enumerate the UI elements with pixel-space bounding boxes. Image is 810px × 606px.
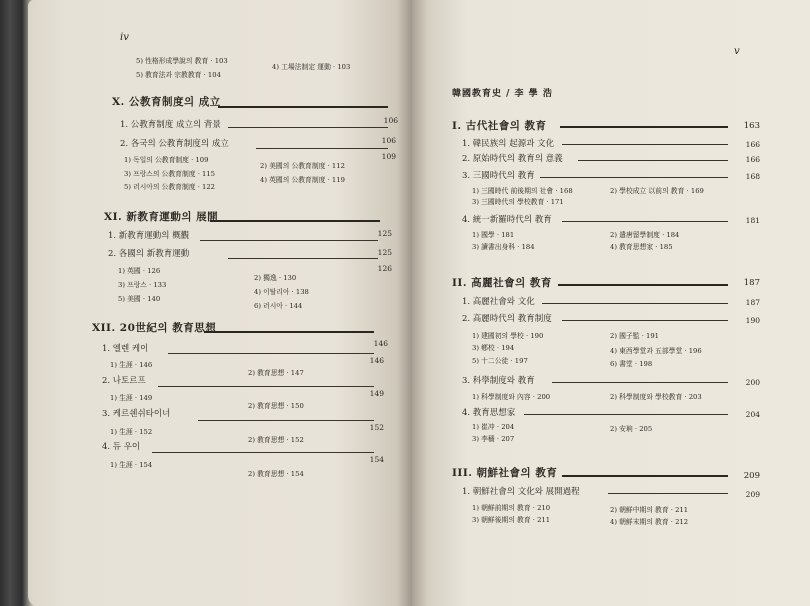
page-ref: 166 (745, 155, 760, 164)
page-ref: 187 (743, 278, 760, 288)
page-number-left: iv (120, 32, 129, 43)
leader-line (560, 126, 728, 128)
page-ref: 154 (369, 455, 384, 464)
toc-sub: 2) 科學制度와 學校教育 · 203 (610, 393, 702, 401)
leader-line (542, 303, 728, 304)
toc-section: 2. 各國의 新教育運動 (108, 249, 190, 259)
toc-section: 1. 엘렌 케이 (102, 344, 149, 354)
right-page (412, 0, 810, 606)
leader-line (524, 414, 728, 415)
leader-line (204, 331, 374, 333)
page-number-right: v (734, 46, 740, 57)
toc-section: 1. 韓民族의 起源과 文化 (462, 139, 555, 149)
page-ref: 149 (369, 389, 384, 398)
page-ref: 146 (373, 339, 388, 348)
toc-sub: 4) 朝鮮末期의 教育 · 212 (610, 518, 689, 526)
toc-section: 3. 科學制度와 教育 (462, 376, 535, 386)
chapter-title: XI. 新教育運動의 展開 (104, 211, 219, 223)
leader-line (228, 127, 388, 128)
running-head: 韓國教育史 / 李 學 浩 (452, 89, 553, 99)
toc-sub: 3) 讀書出身科 · 184 (472, 243, 535, 251)
left-page (28, 0, 412, 606)
page-ref: 200 (745, 378, 760, 387)
toc-sub: 2) 教育思想 · 152 (248, 436, 304, 444)
leader-line (152, 452, 374, 453)
leader-line (562, 320, 728, 321)
toc-sub: 1) 生涯 · 154 (110, 461, 153, 469)
toc-sub: 5) 美國 · 140 (118, 295, 161, 303)
toc-sub: 2) 獨逸 · 130 (254, 274, 297, 282)
toc-sub: 2) 安珦 · 205 (610, 425, 653, 433)
leader-line (578, 160, 728, 161)
page-ref: 152 (369, 423, 384, 432)
page-ref: 125 (377, 229, 392, 238)
leader-line (558, 284, 728, 286)
toc-sub: 3) 프랑스의 公教育制度 · 115 (124, 170, 215, 178)
leader-line (158, 386, 374, 387)
page-ref: 106 (383, 116, 398, 125)
toc-section: 3. 三國時代의 教育 (462, 171, 535, 181)
chapter-title: X. 公教育制度의 成立 (112, 96, 221, 108)
toc-sub: 2) 國子監 · 191 (610, 332, 659, 340)
leader-line (540, 177, 728, 178)
page-ref: 168 (745, 172, 760, 181)
toc-section: 1. 新教育運動의 概觀 (108, 231, 190, 241)
leader-line (200, 240, 378, 241)
page-ref: 163 (743, 121, 760, 131)
toc-sub: 1) 朝鮮前期의 教育 · 210 (472, 504, 551, 512)
toc-sub: 4) 이탈리아 · 138 (254, 288, 309, 296)
page-ref: 109 (381, 152, 396, 161)
toc-sub: 2) 教育思想 · 147 (248, 369, 304, 377)
toc-section: 3. 케르쉔쉬타이너 (102, 409, 171, 419)
chapter-title: XII. 20世紀의 教育思想 (92, 322, 217, 334)
page-ref: 209 (745, 490, 760, 499)
toc-sub: 3) 프랑스 · 133 (118, 281, 167, 289)
leader-line (228, 258, 378, 259)
toc-sub: 2) 遣唐留學制度 · 184 (610, 231, 680, 239)
toc-sub: 3) 三國時代의 學校教育 · 171 (472, 198, 564, 206)
toc-sub: 1) 英國 · 126 (118, 267, 161, 275)
chapter-title: I. 古代社會의 教育 (452, 120, 547, 132)
toc-sub: 4) 教育思想家 · 185 (610, 243, 673, 251)
toc-section: 4. 教育思想家 (462, 408, 516, 418)
toc-sub: 1) 建國初의 學校 · 190 (472, 332, 544, 340)
toc-section: 1. 高麗社會와 文化 (462, 297, 535, 307)
page-ref: 190 (745, 316, 760, 325)
toc-sub: 2) 朝鮮中期의 教育 · 211 (610, 506, 689, 514)
toc-sub: 1) 崔冲 · 204 (472, 423, 515, 431)
toc-section: 1. 朝鮮社會의 文化와 展開過程 (462, 487, 580, 497)
toc-section: 1. 公教育制度 成立의 背景 (120, 120, 221, 130)
toc-sub: 2) 學校成立 以前의 教育 · 169 (610, 187, 704, 195)
page-ref: 181 (745, 216, 760, 225)
toc-sub: 2) 教育思想 · 150 (248, 402, 304, 410)
toc-sub: 4) 東西學堂과 五部學堂 · 196 (610, 347, 702, 355)
toc-sub: 6) 書堂 · 198 (610, 360, 653, 368)
page-ref: 187 (745, 298, 760, 307)
leader-line (562, 475, 728, 477)
leader-line (198, 420, 374, 421)
toc-sub: 2) 美國의 公教育制度 · 112 (260, 162, 345, 170)
toc-section: 2. 原始時代의 教育의 意義 (462, 154, 563, 164)
toc-sub: 3) 鄕校 · 194 (472, 344, 515, 352)
leader-line (256, 148, 388, 149)
toc-sub: 1) 生涯 · 149 (110, 394, 153, 402)
toc-sub: 1) 科學制度와 內容 · 200 (472, 393, 551, 401)
toc-sub: 1) 독일의 公教育制度 · 109 (124, 156, 209, 164)
toc-section: 4. 듀 우이 (102, 442, 141, 452)
toc-sub: 4) 英國의 公教育制度 · 119 (260, 176, 345, 184)
toc-sub: 3) 朝鮮後期의 教育 · 211 (472, 516, 551, 524)
chapter-title: II. 高麗社會의 教育 (452, 277, 552, 289)
toc-sub: 1) 生涯 · 152 (110, 428, 153, 436)
leader-line (168, 353, 374, 354)
toc-sub: 5) 性格形成學說의 教育 · 103 (136, 57, 228, 65)
toc-sub: 5) 教育法과 宗教教育 · 104 (136, 71, 221, 79)
toc-section: 2. 高麗時代의 教育制度 (462, 314, 552, 324)
toc-section: 4. 統一新羅時代의 教育 (462, 215, 552, 225)
leader-line (562, 221, 728, 222)
leader-line (562, 144, 728, 145)
toc-sub: 4) 工場法制定 運動 · 103 (272, 63, 351, 71)
toc-sub: 1) 國學 · 181 (472, 231, 515, 239)
page-ref: 126 (377, 264, 392, 273)
page-ref: 166 (745, 140, 760, 149)
page-ref: 125 (377, 248, 392, 257)
page-ref: 146 (369, 356, 384, 365)
page-ref: 209 (743, 471, 760, 481)
leader-line (218, 106, 388, 108)
page-ref: 204 (745, 410, 760, 419)
leader-line (210, 220, 380, 222)
toc-sub: 1) 生涯 · 146 (110, 361, 153, 369)
toc-section: 2. 나토르프 (102, 376, 146, 386)
toc-sub: 5) 러시아의 公教育制度 · 122 (124, 183, 215, 191)
leader-line (552, 382, 728, 383)
toc-sub: 3) 李穡 · 207 (472, 435, 515, 443)
leader-line (608, 493, 728, 494)
toc-sub: 5) 十二公徒 · 197 (472, 357, 528, 365)
toc-sub: 2) 教育思想 · 154 (248, 470, 304, 478)
toc-section: 2. 各국의 公教育制度의 成立 (120, 139, 229, 149)
chapter-title: III. 朝鮮社會의 教育 (452, 467, 558, 479)
toc-sub: 1) 三國時代 前後期의 社會 · 168 (472, 187, 573, 195)
page-ref: 106 (381, 136, 396, 145)
toc-sub: 6) 러시아 · 144 (254, 302, 303, 310)
